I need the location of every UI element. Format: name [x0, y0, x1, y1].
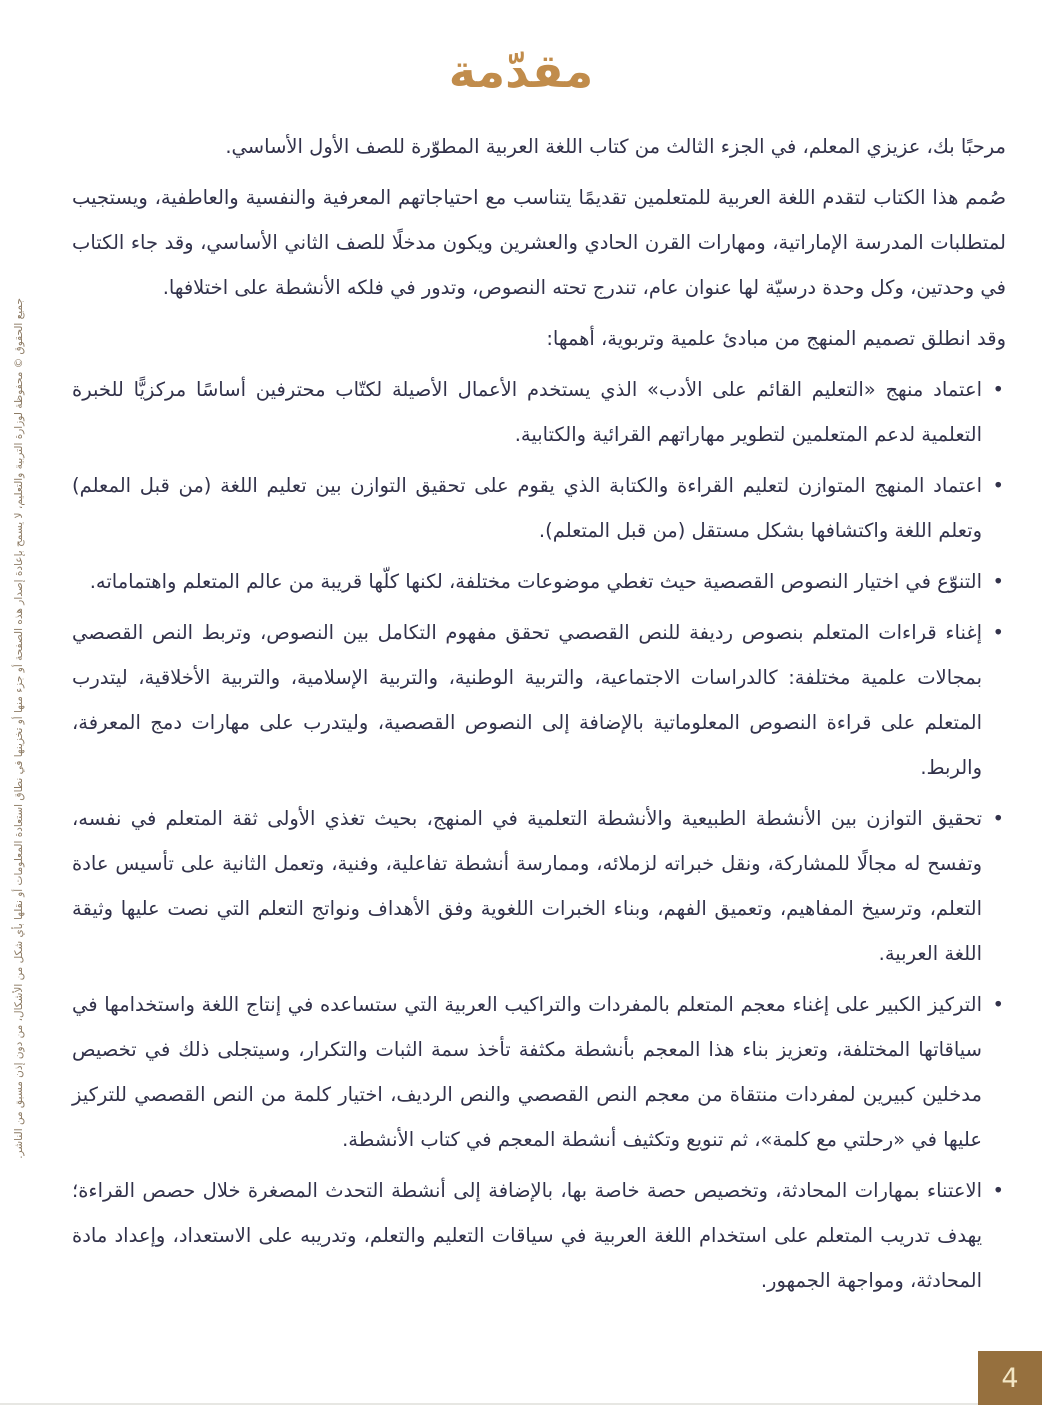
- page-number: 4: [1001, 1362, 1019, 1394]
- principle-text: التنوّع في اختيار النصوص القصصية حيث تغطي موضوعات مختلفة، لكنها كلّها قريبة من عالم المتعلم واهتماماته.: [89, 570, 982, 593]
- intro-paragraph-2: صُمم هذا الكتاب لتقدم اللغة العربية للمتعلمين تقديمًا يتناسب مع احتياجاتهم المعرفية والنفسية والعاطفية، ويستجيب لمتطلبات المدرسة الإماراتية، ومهارات القرن الحادي والعشرين ويكون مدخلًا للصف الثاني الأساسي، وقد جاء الكتاب في وحدتين، وكل وحدة درسيّة لها عنوان عام، تندرج تحته النصوص، وتدور في فلكه الأنشطة على اختلافها.: [72, 186, 1006, 299]
- bullet-icon: •: [992, 993, 1004, 1016]
- principle-text: اعتماد منهج «التعليم القائم على الأدب» الذي يستخدم الأعمال الأصيلة لكتّاب محترفين أساسًا مركزيًّا للخبرة التعلمية لدعم المتعلمين لتطوير مهاراتهم القرائية والكتابية.: [72, 378, 982, 446]
- intro-paragraph-1: مرحبًا بك، عزيزي المعلم، في الجزء الثالث من كتاب اللغة العربية المطوّرة للصف الأول الأساسي.: [225, 135, 1006, 158]
- page-title: مقدّمة: [448, 44, 594, 98]
- principle-item-2: [72, 463, 1006, 553]
- bullet-icon: •: [992, 1179, 1004, 1202]
- principle-text: التركيز الكبير على إغناء معجم المتعلم بالمفردات والتراكيب العربية التي ستساعده في إنتاج اللغة واستخدامها في سياقاتها المختلفة، وتعزيز بناء هذا المعجم بأنشطة مكثفة تأخذ سمة الثبات والتكرار، وسيتجلى ذلك في تخصيص مدخلين كبيرين لمفردات منتقاة من معجم النص القصصي والنص الرديف، اختيار كلمة من النص القصصي للتركيز عليها في «رحلتي مع كلمة»، ثم تنويع وتكثيف أنشطة المعجم في كتاب الأنشطة.: [72, 993, 982, 1151]
- principle-item-5: [72, 796, 1006, 976]
- page-content: [72, 124, 1006, 1303]
- bullet-icon: •: [992, 378, 1004, 401]
- principle-text: الاعتناء بمهارات المحادثة، وتخصيص حصة خاصة بها، بالإضافة إلى أنشطة التحدث المصغرة خلال حصص القراءة؛ يهدف تدريب المتعلم على استخدام اللغة العربية في سياقات التعليم والتعلم، وتدريبه على الاستعداد، وإعداد مادة المحادثة، ومواجهة الجمهور.: [72, 1179, 982, 1292]
- bullet-icon: •: [992, 474, 1004, 497]
- principle-text: إغناء قراءات المتعلم بنصوص رديفة للنص القصصي تحقق مفهوم التكامل بين النصوص، وتربط النص القصصي بمجالات علمية مختلفة: كالدراسات الاجتماعية، والتربية الوطنية، والتربية الإسلامية، والتربية الأخلاقية، ليتدرب المتعلم على قراءة النصوص المعلوماتية بالإضافة إلى النصوص القصصية، وليتدرب على مهارات دمج المعرفة، والربط.: [72, 621, 982, 779]
- bullet-icon: •: [992, 570, 1004, 593]
- principle-text: اعتماد المنهج المتوازن لتعليم القراءة والكتابة الذي يقوم على تحقيق التوازن بين تعليم اللغة (من قبل المعلم) وتعلم اللغة واكتشافها بشكل مستقل (من قبل المتعلم).: [72, 474, 982, 542]
- principle-item-7: [72, 1168, 1006, 1303]
- principle-item-1: [72, 367, 1006, 457]
- bullet-icon: •: [992, 621, 1004, 644]
- principle-item-4: [72, 610, 1006, 790]
- principle-item-6: [72, 982, 1006, 1162]
- bullet-icon: •: [992, 807, 1004, 830]
- principles-lead: وقد انطلق تصميم المنهج من مبادئ علمية وتربوية، أهمها:: [546, 327, 1006, 350]
- page-number-badge: [978, 1351, 1042, 1405]
- principle-item-3: [72, 559, 1006, 604]
- principles-list: [72, 367, 1006, 1303]
- copyright-notice-vertical: جميع الحقوق © محفوظة لوزارة التربية والتعليم، لا يسمح بإعادة إصدار هذه الصفحة أو جزء منها أو تخزينها في نطاق استعادة المعلومات أو نقلها بأي شكل من الأشكال، من دون إذن مسبق من الناشر.: [13, 298, 25, 1159]
- principle-text: تحقيق التوازن بين الأنشطة الطبيعية والأنشطة التعلمية في المنهج، بحيث تغذي الأولى ثقة المتعلم في نفسه، وتفسح له مجالًا للمشاركة، ونقل خبراته لزملائه، وممارسة أنشطة تفاعلية، وفنية، وتعمل الثانية على تأسيس عادة التعلم، وترسيخ المفاهيم، وتعميق الفهم، وبناء الخبرات اللغوية وفق الأهداف ونواتج التعلم التي نصت عليها وثيقة اللغة العربية.: [72, 807, 982, 965]
